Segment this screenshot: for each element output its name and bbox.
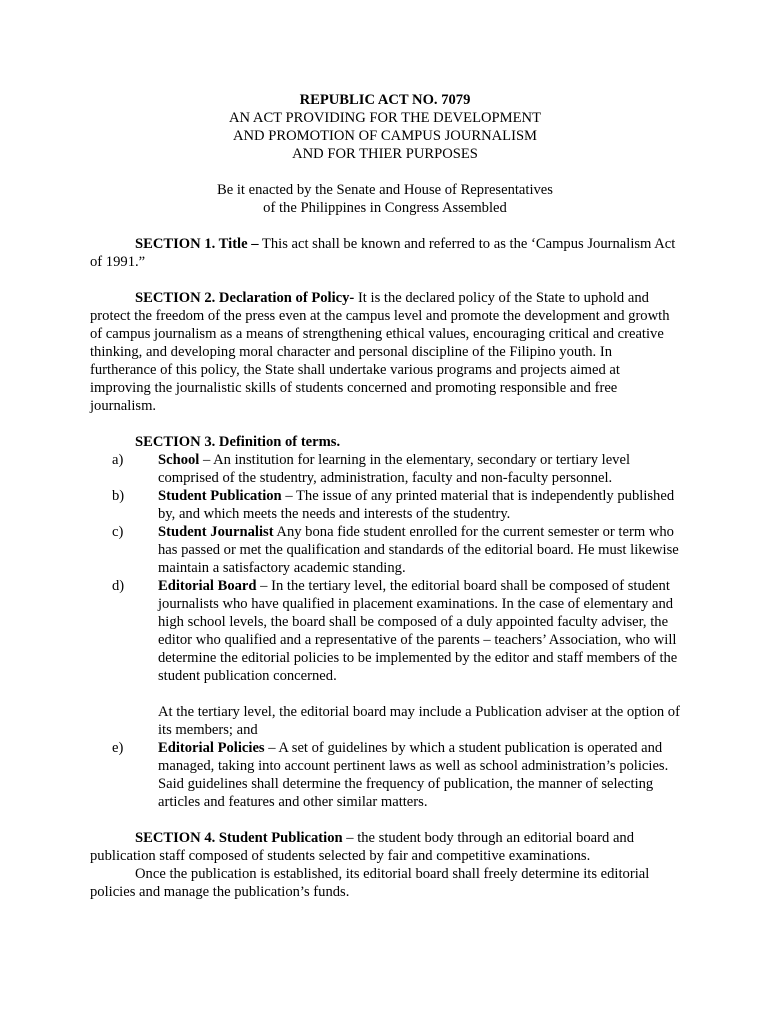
act-title-block	[90, 91, 680, 163]
definition-item-editorial-board	[90, 577, 680, 685]
section-1-text: This act shall be known and referred to as the ‘Campus Journalism Act of 1991.”	[90, 236, 676, 270]
section-4-paragraph-2: Once the publication is established, its editorial board shall freely determine its editorial policies and manage the publication’s funds.	[90, 866, 650, 900]
act-title-line-2: AND PROMOTION OF CAMPUS JOURNALISM	[232, 128, 538, 144]
definition-text: Any bona fide student enrolled for the current semester or term who has passed or met the qualification and standards of the editorial board. He must likewise maintain a satisfactory academic standing.	[158, 524, 679, 576]
section-4-heading: SECTION 4. Student Publication	[135, 830, 343, 846]
definition-marker: c)	[112, 524, 124, 540]
definition-term: Student Journalist	[158, 524, 274, 540]
definition-term: Editorial Board	[158, 578, 257, 594]
definition-term: School	[158, 452, 200, 468]
section-4-paragraph-1	[90, 829, 680, 865]
section-2-heading: SECTION 2. Declaration of Policy-	[135, 290, 355, 306]
section-4-text: – the student body through an editorial board and publication staff composed of students selected by fair and competitive examinations.	[90, 830, 635, 864]
definition-text: – The issue of any printed material that is independently published by, and which meets the needs and interests of the studentry.	[158, 488, 675, 522]
section-4	[90, 829, 680, 901]
enacting-line-2: of the Philippines in Congress Assembled	[263, 200, 507, 216]
section-3-heading: SECTION 3. Definition of terms.	[135, 434, 341, 450]
definition-item-student-publication	[90, 487, 680, 523]
definition-item-school	[90, 451, 680, 487]
section-1	[90, 235, 680, 271]
definition-marker: d)	[112, 578, 125, 594]
enacting-clause	[90, 181, 680, 217]
definition-item-student-journalist	[90, 523, 680, 577]
definition-text: – In the tertiary level, the editorial board shall be composed of student journalists who have qualified in placement examinations. In the case of elementary and high school levels, the board shall be composed of a duly appointed faculty adviser, the editor who qualified and a representative of the parents – teachers’ Association, who will determine the editorial policies to be implemented by the editor and staff members of the student publication concerned.	[158, 578, 678, 684]
act-title-line-3: AND FOR THIER PURPOSES	[292, 146, 478, 162]
definition-term: Student Publication	[158, 488, 282, 504]
definition-term: Editorial Policies	[158, 740, 265, 756]
enacting-line-1: Be it enacted by the Senate and House of Representatives	[217, 182, 553, 198]
editorial-board-subparagraph: At the tertiary level, the editorial board may include a Publication adviser at the option of its members; and	[158, 704, 680, 738]
section-2-text: It is the declared policy of the State to uphold and protect the freedom of the press even at the campus level and promote the development and growth of campus journalism as a means of strengthening ethical values, encouraging critical and creative thinking, and developing moral character and personal discipline of the Filipino youth. In furtherance of this policy, the State shall undertake various programs and projects aimed at improving the journalistic skills of students concerned and promoting responsible and free journalism.	[90, 290, 670, 414]
definition-marker: a)	[112, 452, 124, 468]
definition-text: – An institution for learning in the elementary, secondary or tertiary level comprised of the studentry, administration, faculty and non-faculty personnel.	[158, 452, 631, 486]
act-number: REPUBLIC ACT NO. 7079	[299, 92, 471, 108]
definition-marker: e)	[112, 740, 124, 756]
definition-item-editorial-policies	[90, 739, 680, 811]
definition-marker: b)	[112, 488, 125, 504]
act-title-line-1: AN ACT PROVIDING FOR THE DEVELOPMENT	[228, 110, 542, 126]
section-2	[90, 289, 680, 415]
definition-text: – A set of guidelines by which a student publication is operated and managed, taking into account pertinent laws as well as school administration’s policies. Said guidelines shall determine the frequency of publication, the manner of selecting articles and features and other similar matters.	[158, 740, 669, 810]
document-body	[90, 91, 680, 901]
section-1-heading: SECTION 1. Title –	[135, 236, 259, 252]
definitions-list	[90, 451, 680, 811]
